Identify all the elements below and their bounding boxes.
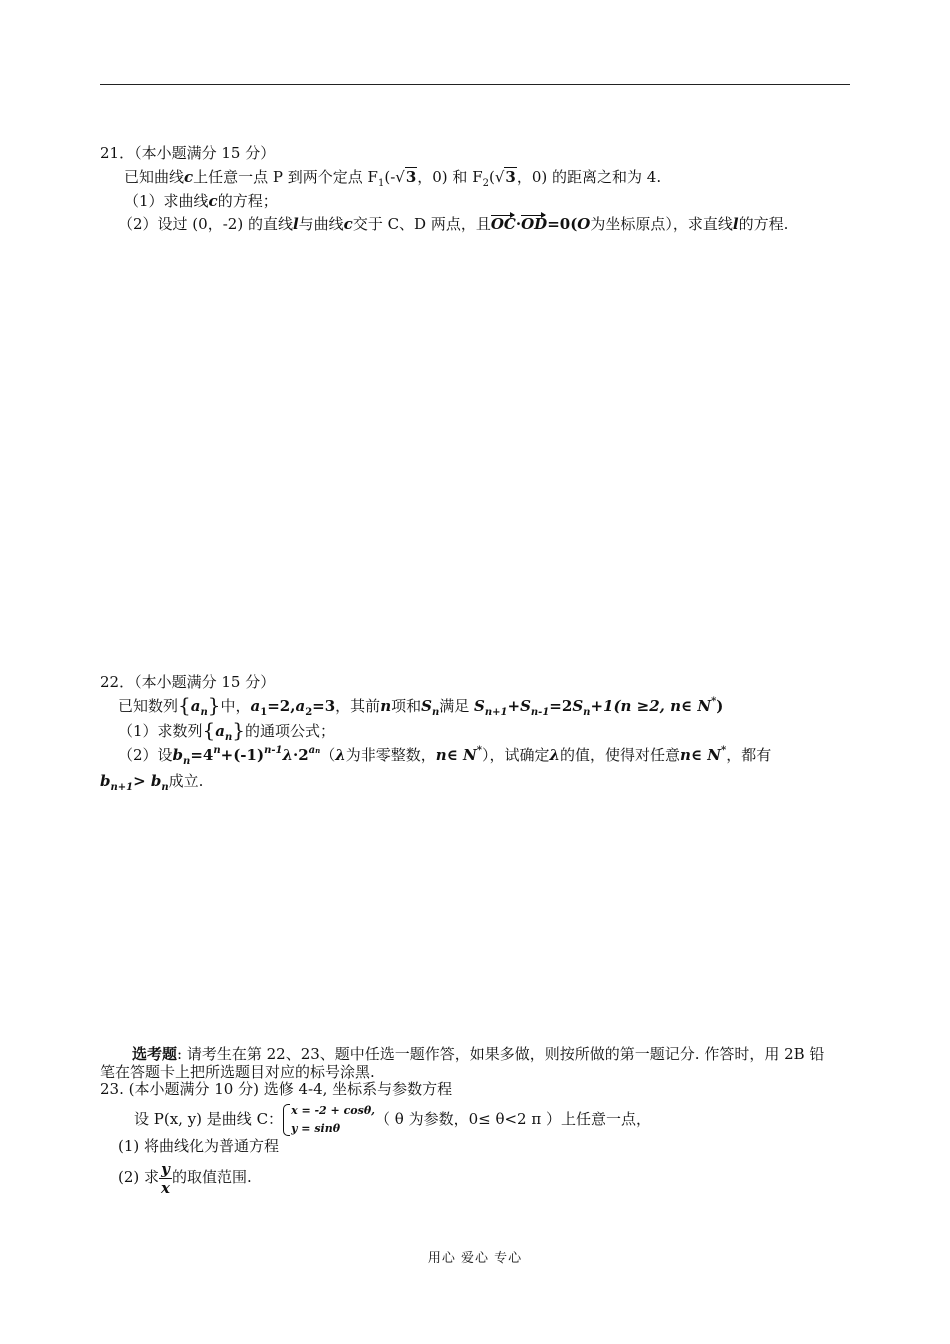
q23-part1: (1) 将曲线化为普通方程 [118, 1137, 280, 1155]
sqrt-symbol: √3 [395, 168, 417, 186]
q21-part2: （2）设过 (0，-2) 的直线l与曲线c交于 C、D 两点，且OC·OD=0(O为坐标原点），求直线l的方程. [118, 215, 789, 233]
q23-stem: 设 P(x, y) 是曲线 C： x = -2 + cosθ, y = sinθ （ θ 为参数，0≤ θ<2 π ）上任意一点， [134, 1100, 651, 1138]
q22-header: 22．（本小题满分 15 分） [100, 673, 276, 691]
q22-part2: （2）设$b_n=4^n+(-1)^{n-1}\lambda\cdot 2^{an}(\lambda$为非零整数，n∈ N*），试确定λ的值，使得对任意n∈ N*，都有 [118, 745, 772, 767]
q23-header: 23. (本小题满分 10 分) 选修 4-4, 坐标系与参数方程 [100, 1080, 453, 1098]
q22-part2-cont: $b_{n+1}> b_n$成立. [100, 772, 204, 793]
q21-part1: （1）求曲线c的方程； [124, 192, 278, 210]
elective-note-line1: 选考题: 请考生在第 22、23、题中任选一题作答，如果多做，则按所做的第一题记分. 作答时，用 2B 铅 [132, 1045, 825, 1063]
elective-note-line2: 笔在答题卡上把所选题目对应的标号涂黑. [100, 1063, 375, 1081]
piecewise-system: x = -2 + cosθ, y = sinθ [283, 1102, 375, 1138]
q23-part2: (2) 求 $\frac{y}{x}$ 的取值范围. [118, 1159, 252, 1197]
q22-part1: （1）求数列$\{a_n\}$的通项公式； [118, 718, 336, 743]
page-footer: 用心 爱心 专心 [427, 1251, 523, 1266]
sqrt-symbol: √3 [494, 168, 516, 186]
q21-header: 21．（本小题满分 15 分） [100, 144, 276, 162]
header-rule [100, 84, 850, 85]
fraction-y-over-x: $\frac{y}{x}$ [161, 1159, 170, 1197]
q22-stem: 已知数列$\{a_n\}$中，$a_1=2,a_2=3$，其前n项和$S_n$满足 $S_{n+1}+S_{n-1}=2S_n+1(n \ge 2$, n∈ N*) [118, 693, 724, 718]
q21-stem: 已知曲线c上任意一点 P 到两个定点 $F_1(-√3$，0) 和 $F_2(√3$，0) 的距离之和为 4. [124, 168, 662, 189]
